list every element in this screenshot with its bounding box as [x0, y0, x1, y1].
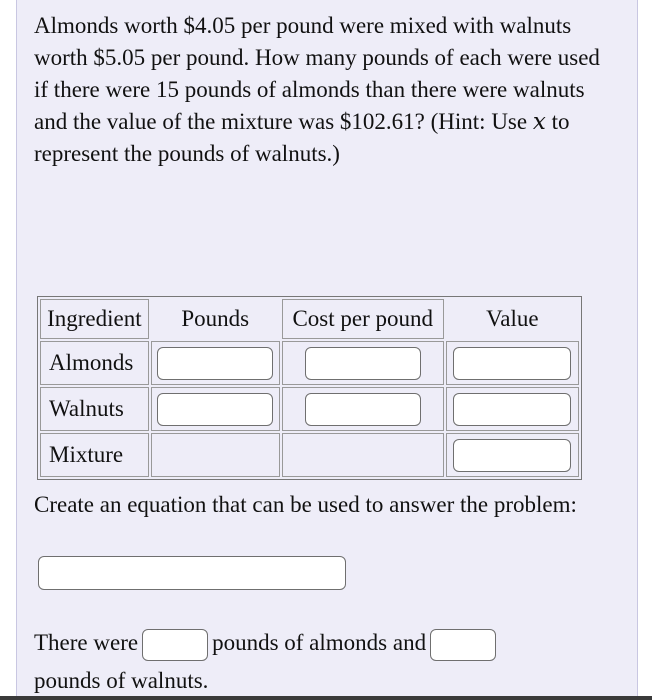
header-ingredient: Ingredient [40, 299, 149, 339]
walnuts-cost-input[interactable] [305, 393, 421, 426]
variable-x: x [532, 109, 546, 135]
row-label-mixture: Mixture [40, 433, 149, 477]
cell-mixture-value [446, 433, 579, 477]
table-row-walnuts [40, 387, 579, 431]
almonds-pounds-input[interactable] [157, 347, 273, 380]
cell-walnuts-pounds [151, 387, 280, 431]
answer-sentence [34, 624, 614, 700]
problem-text-start: Almonds worth $4.05 per pound were mixed with walnuts worth $5.05 per pound. How many pounds of each were used if there were 15 pounds of almonds than there were walnuts and the value of the mixture was $102.61? (Hint: Use [34, 13, 600, 134]
walnuts-pounds-input[interactable] [157, 393, 273, 426]
table-header-row [40, 299, 579, 339]
walnuts-answer-input[interactable] [430, 629, 496, 661]
cell-almonds-cost [282, 341, 444, 385]
cell-almonds-pounds [151, 341, 280, 385]
header-value: Value [486, 306, 539, 331]
equation-input[interactable] [38, 556, 346, 590]
header-cost-per-pound: Cost per pound [282, 299, 444, 339]
table-row-almonds [40, 341, 579, 385]
question-panel [16, 0, 638, 700]
problem-text-end: to represent the pounds of walnuts.) [34, 109, 570, 166]
answer-text-1: There were [34, 630, 139, 655]
mixture-table [37, 296, 582, 480]
row-label-walnuts: Walnuts [40, 387, 149, 431]
almonds-cost-input[interactable] [305, 347, 421, 380]
cell-mixture-pounds [151, 433, 280, 477]
answer-text-3: pounds of walnuts. [34, 668, 209, 693]
cell-mixture-cost [282, 433, 444, 477]
problem-text [34, 10, 609, 170]
row-label-almonds: Almonds [40, 341, 149, 385]
table-row-mixture [40, 433, 579, 477]
bottom-divider [0, 696, 652, 700]
mixture-value-input[interactable] [453, 439, 571, 472]
equation-prompt: Create an equation that can be used to answer the problem: [34, 492, 577, 517]
answer-text-2: pounds of almonds and [212, 630, 427, 655]
almonds-answer-input[interactable] [142, 629, 208, 661]
walnuts-value-input[interactable] [453, 393, 571, 426]
almonds-value-input[interactable] [453, 347, 571, 380]
cell-almonds-value [446, 341, 579, 385]
cell-walnuts-cost [282, 387, 444, 431]
cell-walnuts-value [446, 387, 579, 431]
header-pounds: Pounds [181, 306, 250, 331]
